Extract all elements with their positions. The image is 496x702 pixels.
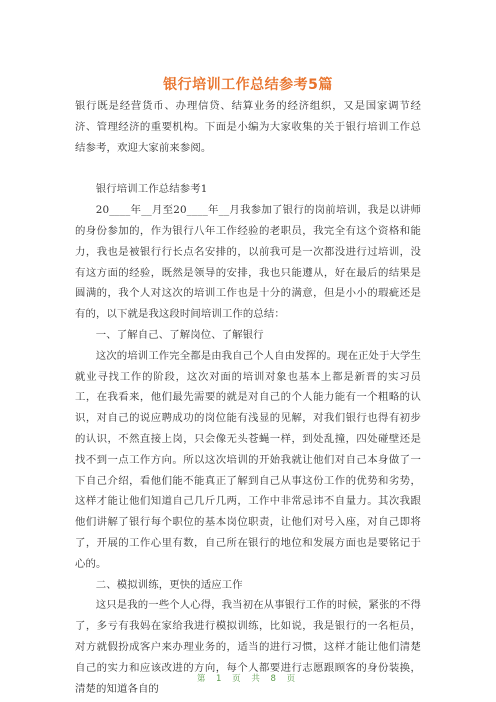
paragraph-1: 20____年__月至20____年__月我参加了银行的岗前培训，我是以讲师的身份参加的，作为银行八年工作经验的老职员，我完全有这个资格和能力，我也是被银行行长点名安排的，以前我可是一次都没进行过培训，没有这方面的经验，既然是领导的安排，我也只能遵从，好在最后的结果是圆满的，我个人对这次的培训工作也是十分的满意，但是小小的瑕疵还是有的，以下就是我这段时间培训工作的总结：: [75, 204, 421, 321]
intro-paragraph: 银行既是经营货币、办理信贷、结算业务的经济组织，又是国家调节经济、管理经济的重要机构。下面是小编为大家收集的关于银行培训工作总结参考，欢迎大家前来参阅。: [75, 100, 421, 154]
paragraph-3: 这只是我的一些个人心得，我当初在从事银行工作的时候，紧张的不得了，多亏有我妈在家给我进行模拟训练，比如说，我是银行的一名柜员，对方就假扮成客户来办理业务的，适当的进行习惯，这样才能让他们清楚自己的实力和应该改进的方向，每个人都要进行志愿跟顾客的身份装换，清楚的知道各自的: [75, 599, 422, 695]
page-number: 第 1 页 共 8 页: [196, 674, 300, 684]
section-heading-1: 一、了解自己、了解岗位、了解银行: [95, 328, 264, 341]
paragraph-2: 这次的培训工作完全都是由我自己个人自由发挥的。现在正处于大学生就业寻找工作的阶段，这次对面的培训对象也基本上都是新晋的实习员工，在我看来，他们最先需要的就是对自己的个人能力能有一个粗略的认识，对自己的说应聘成功的岗位能有浅显的见解，对我们银行也得有初步的认识，不然直接上岗，只会像无头苍蝇一样，到处乱撞，四处碰壁还是找不到一点工作方向。所以这次培训的开始我就让他们对自己本身做了一下自己介绍，看他们能不能真正了解到自己从事这份工作的优势和劣势，这样才能让他们知道自己几斤几两，工作中非常忌讳不自量力。其次我跟他们讲解了银行每个职位的基本岗位职责，让他们对号入座，对自己即将了，开展的工作心里有数，自己所在银行的地位和发展方面也是要铭记于心的。: [75, 349, 422, 570]
subheading: 银行培训工作总结参考1: [95, 183, 208, 196]
document-title: 银行培训工作总结参考5篇: [163, 77, 333, 93]
document-body: [75, 96, 421, 699]
paragraph-gap: [75, 158, 421, 179]
section-heading-2: 二、模拟训练，更快的适应工作: [95, 578, 243, 591]
